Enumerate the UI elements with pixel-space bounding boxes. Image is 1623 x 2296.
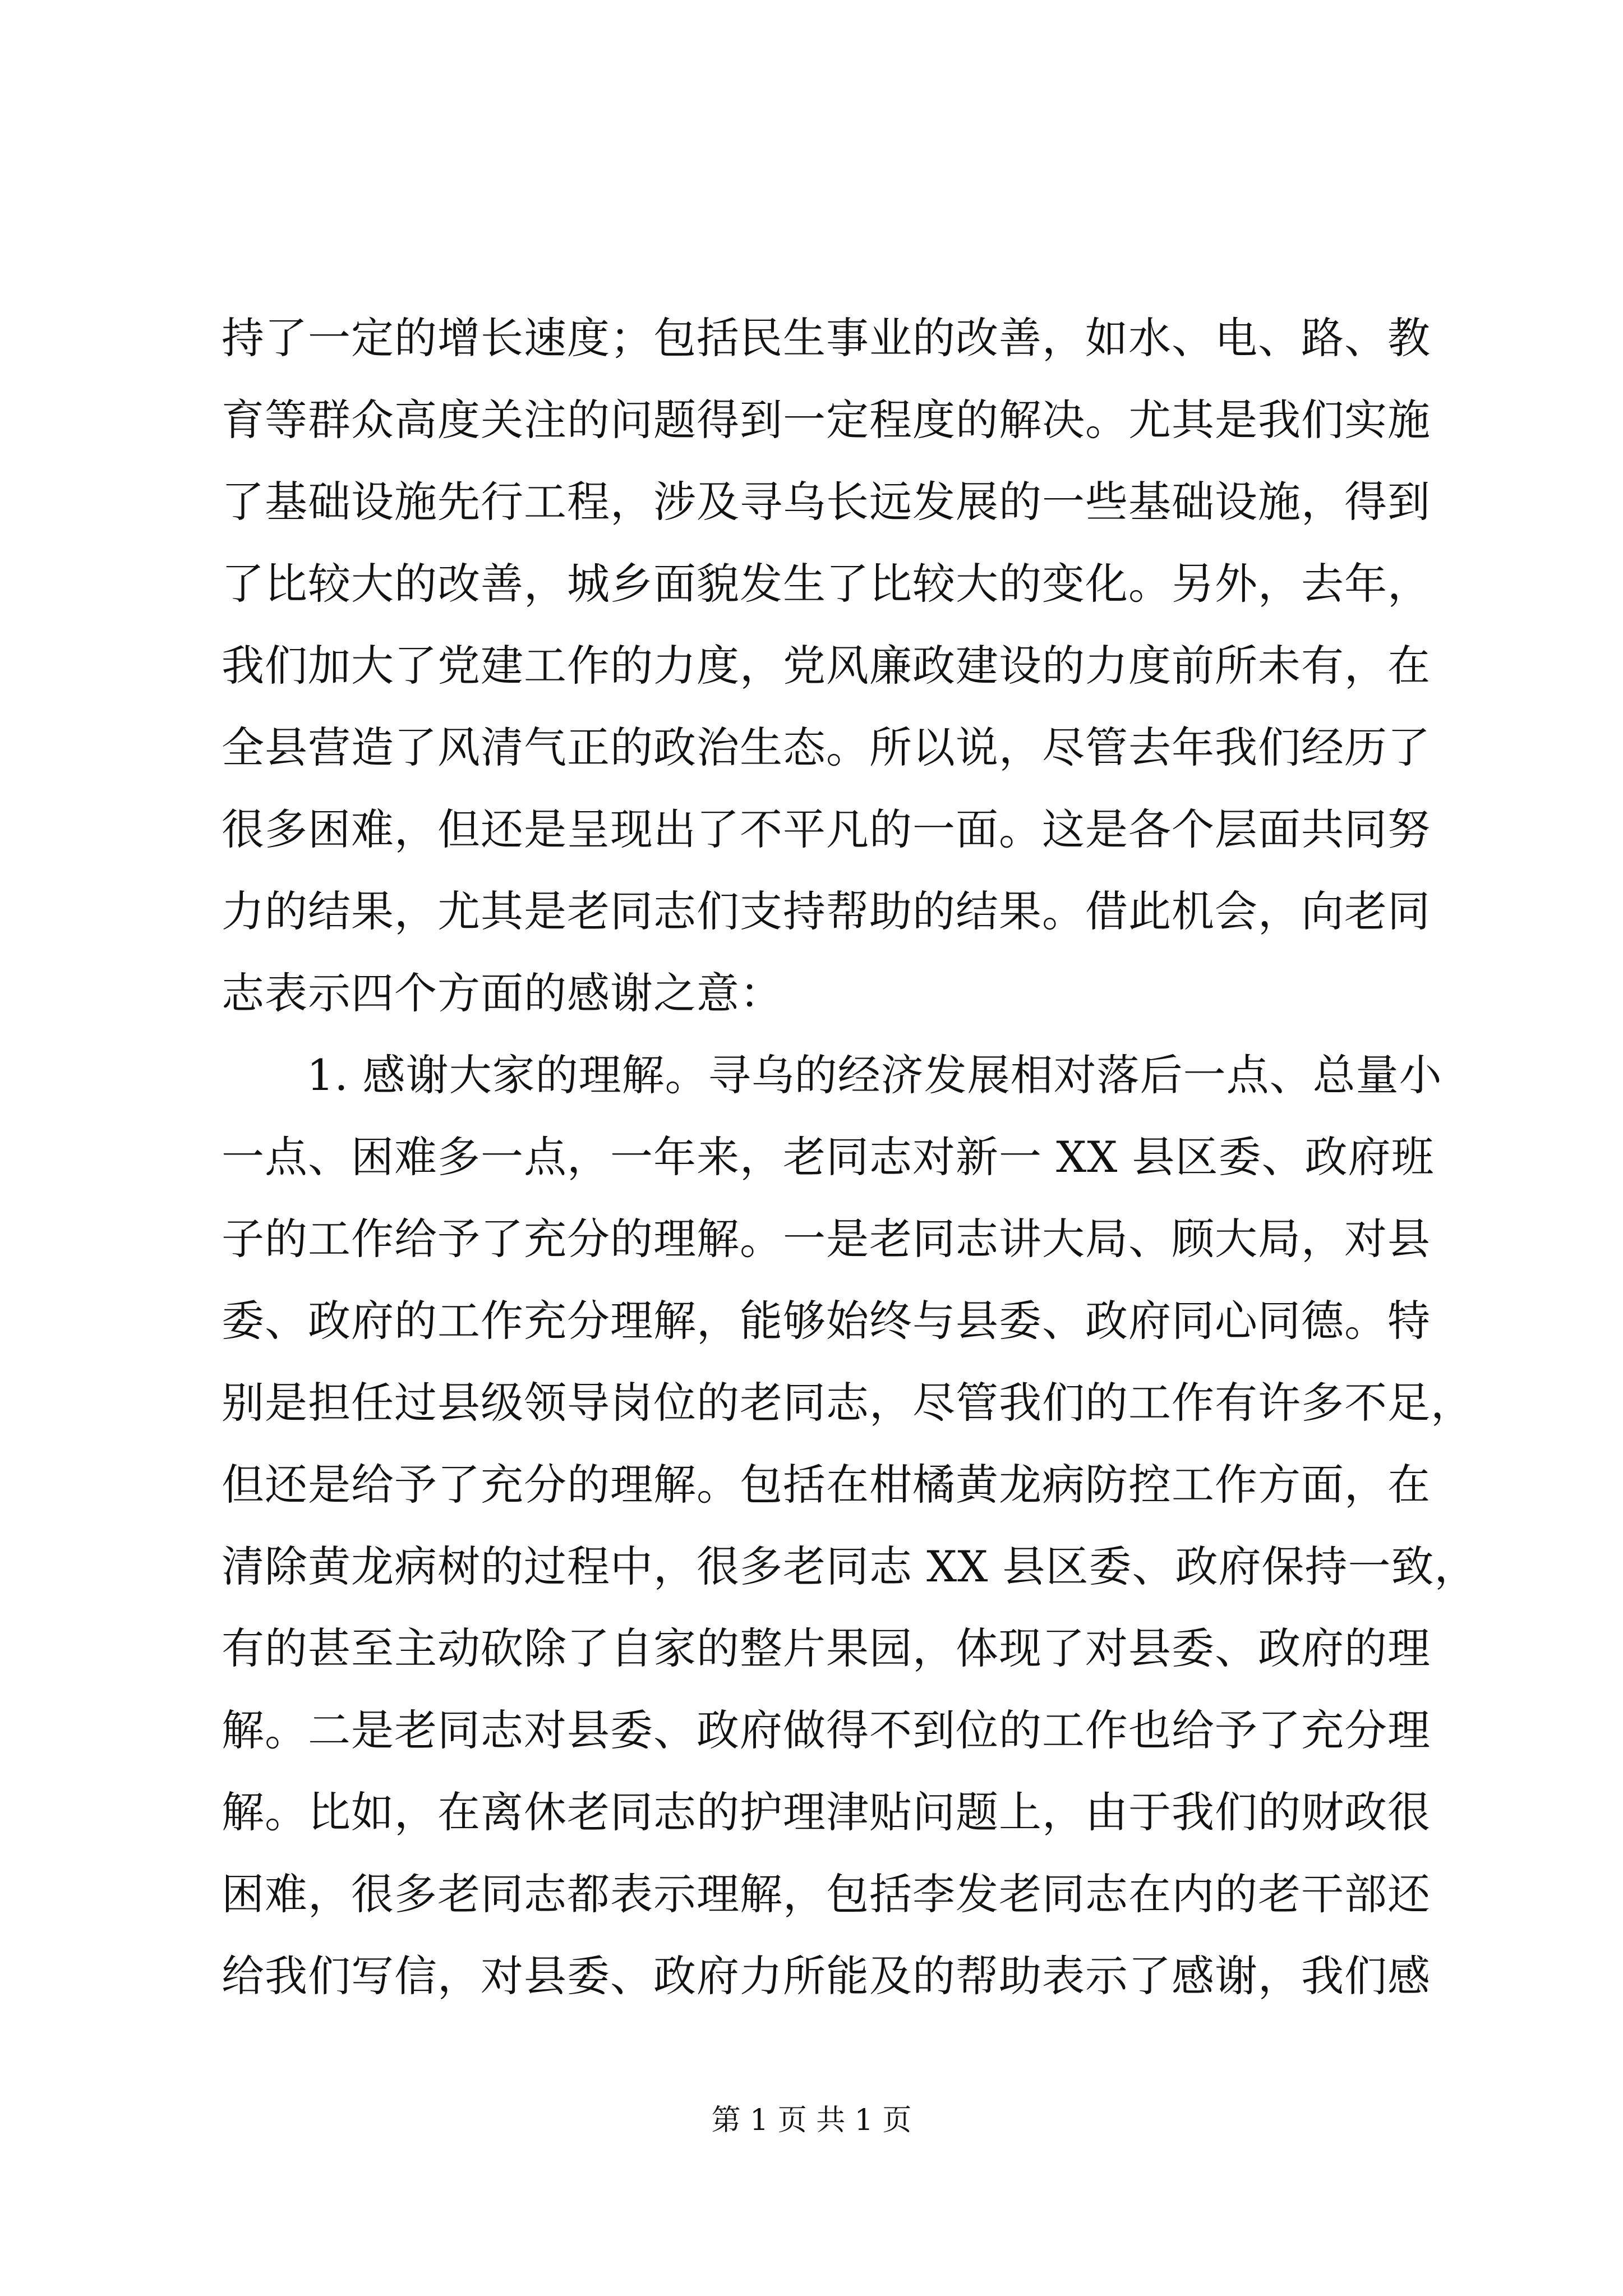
paragraph-line: 育等群众高度关注的问题得到一定程度的解决。尤其是我们实施 [222, 395, 1431, 445]
paragraph-line: 很多困难，但还是呈现出了不平凡的一面。这是各个层面共同努 [222, 804, 1431, 854]
paragraph-line: 有的甚至主动砍除了自家的整片果园，体现了对县委、政府的理 [222, 1623, 1431, 1673]
paragraph-line: 委、政府的工作充分理解，能够始终与县委、政府同心同德。特 [222, 1296, 1431, 1346]
paragraph-line: 子的工作给予了充分的理解。一是老同志讲大局、顾大局，对县 [222, 1214, 1431, 1264]
paragraph-line: 了比较大的改善，城乡面貌发生了比较大的变化。另外，去年， [222, 559, 1431, 609]
paragraph-line: 1. 感谢大家的理解。寻乌的经济发展相对落后一点、总量小 [307, 1050, 1442, 1100]
paragraph-line: 我们加大了党建工作的力度，党风廉政建设的力度前所未有，在 [222, 641, 1431, 691]
paragraph-line: 志表示四个方面的感谢之意： [222, 968, 783, 1018]
body-text [222, 297, 1478, 2017]
paragraph-line: 清除黄龙病树的过程中，很多老同志 XX 县区委、政府保持一致， [222, 1542, 1478, 1591]
page-footer: 第 1 页 共 1 页 [711, 2104, 912, 2137]
paragraph-line: 解。二是老同志对县委、政府做得不到位的工作也给予了充分理 [222, 1705, 1431, 1755]
paragraph-line: 困难，很多老同志都表示理解，包括李发老同志在内的老干部还 [222, 1869, 1431, 1919]
paragraph-line: 给我们写信，对县委、政府力所能及的帮助表示了感谢，我们感 [222, 1951, 1431, 2001]
paragraph-line: 了基础设施先行工程，涉及寻乌长远发展的一些基础设施，得到 [222, 477, 1431, 527]
paragraph-line: 解。比如，在离休老同志的护理津贴问题上，由于我们的财政很 [222, 1787, 1431, 1837]
paragraph-line: 但还是给予了充分的理解。包括在柑橘黄龙病防控工作方面，在 [222, 1460, 1431, 1510]
paragraph-line: 一点、困难多一点，一年来，老同志对新一 XX 县区委、政府班 [222, 1132, 1435, 1182]
paragraph-line: 别是担任过县级领导岗位的老同志，尽管我们的工作有许多不足， [222, 1378, 1474, 1428]
paragraph-line: 持了一定的增长速度；包括民生事业的改善，如水、电、路、教 [222, 313, 1431, 363]
paragraph-line: 力的结果，尤其是老同志们支持帮助的结果。借此机会，向老同 [222, 886, 1431, 936]
paragraph-line: 全县营造了风清气正的政治生态。所以说，尽管去年我们经历了 [222, 723, 1431, 772]
